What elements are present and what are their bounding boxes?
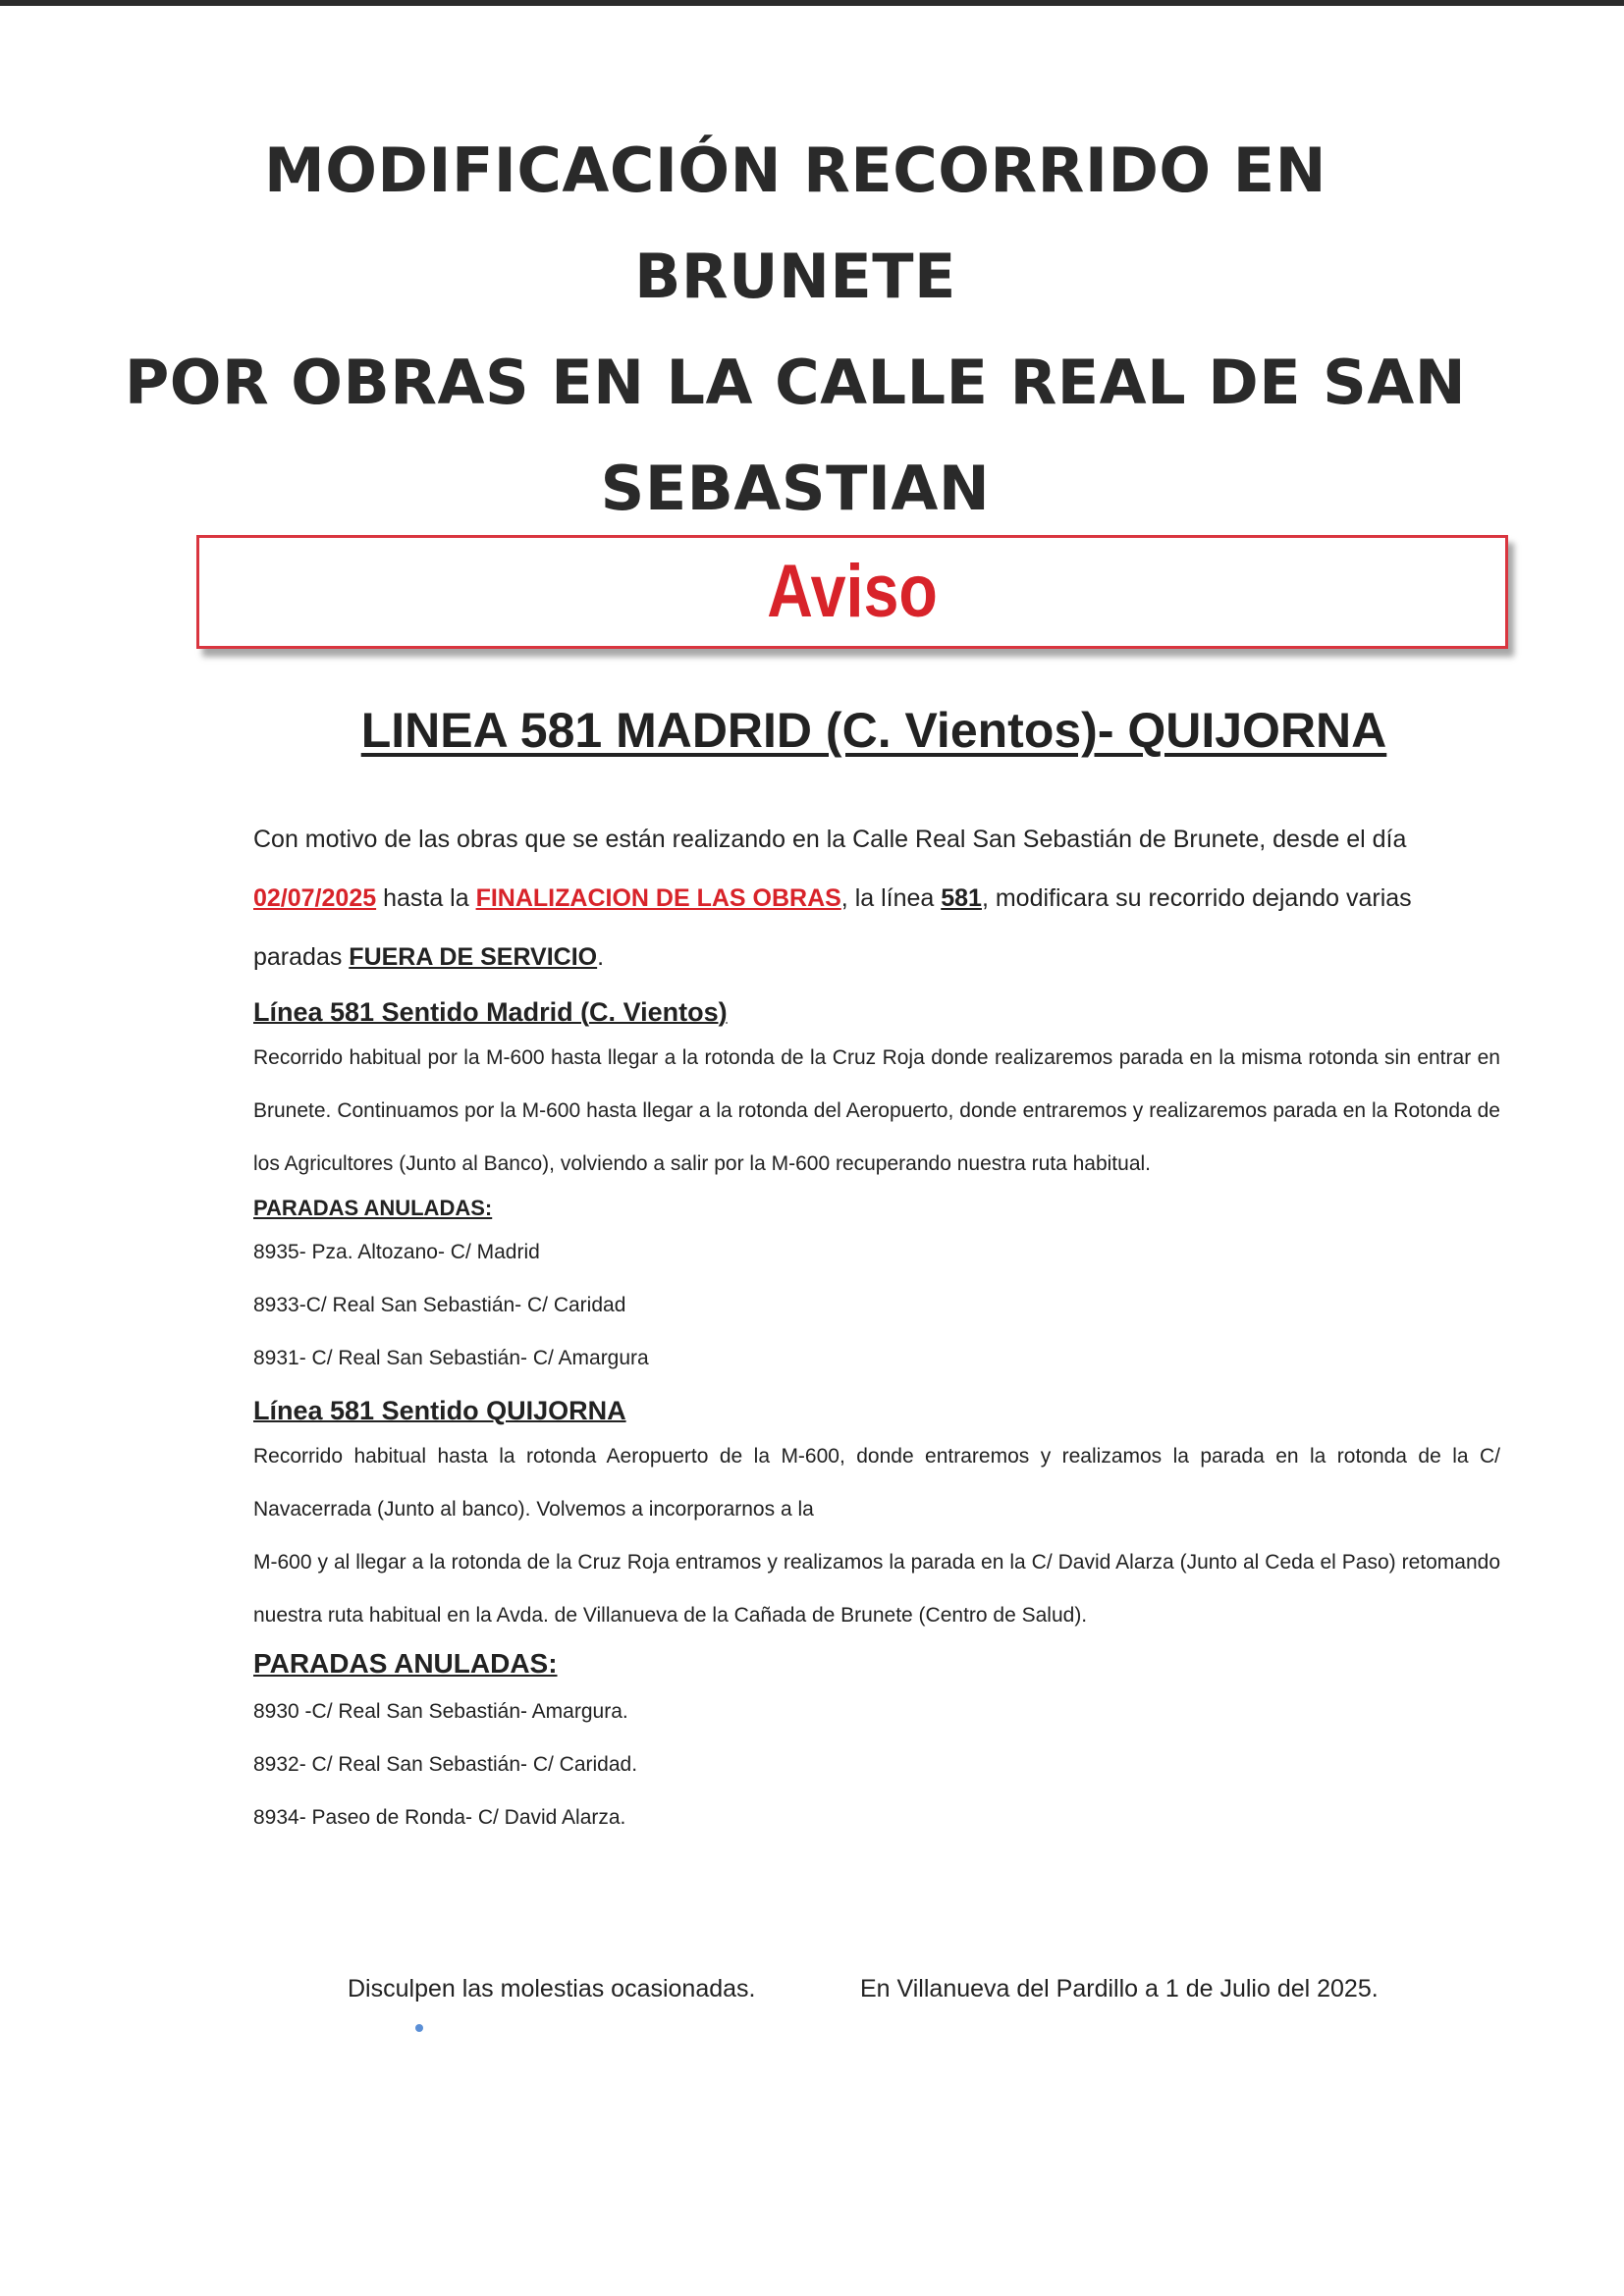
section-quijorna-body-1: Recorrido habitual hasta la rotonda Aeropuerto de la M-600, donde entraremos y realizamos la parada en la rotonda de la C/ Navacerrada (Junto al banco). Volvemos a incorporarnos a la — [253, 1445, 1500, 1521]
start-date: 02/07/2025 — [253, 884, 377, 912]
section-quijorna-body-2: M-600 y al llegar a la rotonda de la Cruz Roja entramos y realizamos la parada en la C/ David Alarza (Junto al Ceda el Paso) retomando nuestra ruta habitual en la Avda. de Villanueva de la Cañada de Brunete (Centro de Salud). — [253, 1551, 1500, 1627]
page-title-line-2: POR OBRAS EN LA CALLE REAL DE SAN — [124, 347, 1467, 418]
cancelled-stop: 8935- Pza. Altozano- C/ Madrid — [253, 1241, 540, 1263]
intro-text-3: , la línea — [840, 884, 942, 912]
intro-text-5: . — [597, 943, 605, 971]
intro-text-1: Con motivo de las obras que se están realizando en la Calle Real San Sebastián de Brunete, desde el día — [253, 826, 1407, 853]
apology-text: Disculpen las molestias ocasionadas. — [348, 1975, 756, 2002]
place-date-text: En Villanueva del Pardillo a 1 de Julio del 2025. — [860, 1975, 1379, 2002]
aviso-label: Aviso — [767, 550, 938, 633]
aviso-banner — [196, 535, 1508, 649]
section-quijorna-cancelled-stops-title: PARADAS ANULADAS: — [253, 1648, 558, 1679]
scan-top-edge — [0, 0, 1624, 6]
page-title-line-1: MODIFICACIÓN RECORRIDO EN BRUNETE — [264, 134, 1326, 312]
section-madrid-body: Recorrido habitual por la M-600 hasta llegar a la rotonda de la Cruz Roja donde realizaremos parada en la misma rotonda sin entrar en Brunete. Continuamos por la M-600 hasta llegar a la rotonda del Aeropuerto, donde entraremos y realizaremos parada en la Rotonda de los Agricultores (Junto al Banco), volviendo a salir por la M-600 recuperando nuestra ruta habitual. — [253, 1046, 1500, 1175]
section-madrid-cancelled-stops-title: PARADAS ANULADAS: — [253, 1196, 493, 1220]
out-of-service-label: FUERA DE SERVICIO — [349, 943, 598, 971]
intro-text-2: hasta la — [376, 884, 476, 912]
section-madrid-title: Línea 581 Sentido Madrid (C. Vientos) — [253, 997, 728, 1027]
cancelled-stop: 8930 -C/ Real San Sebastián- Amargura. — [253, 1700, 628, 1723]
section-quijorna-title: Línea 581 Sentido QUIJORNA — [253, 1396, 626, 1425]
page-title-line-3: SEBASTIAN — [600, 453, 991, 524]
page-title — [98, 118, 1492, 542]
cancelled-stop: 8931- C/ Real San Sebastián- C/ Amargura — [253, 1347, 649, 1369]
line-number: 581 — [941, 884, 982, 912]
cancelled-stop: 8934- Paseo de Ronda- C/ David Alarza. — [253, 1806, 626, 1829]
cancelled-stop: 8933-C/ Real San Sebastián- C/ Caridad — [253, 1294, 626, 1316]
ink-dot-mark — [415, 2024, 423, 2032]
cancelled-stop: 8932- C/ Real San Sebastián- C/ Caridad. — [253, 1753, 638, 1776]
end-condition: FINALIZACION DE LAS OBRAS — [475, 884, 841, 912]
notice-body — [253, 810, 1500, 1844]
intro-text-4: , modificara su recorrido dejando varias paradas — [253, 884, 1412, 971]
line-heading: LINEA 581 MADRID (C. Vientos)- QUIJORNA — [360, 703, 1387, 758]
intro-paragraph — [253, 810, 1500, 987]
